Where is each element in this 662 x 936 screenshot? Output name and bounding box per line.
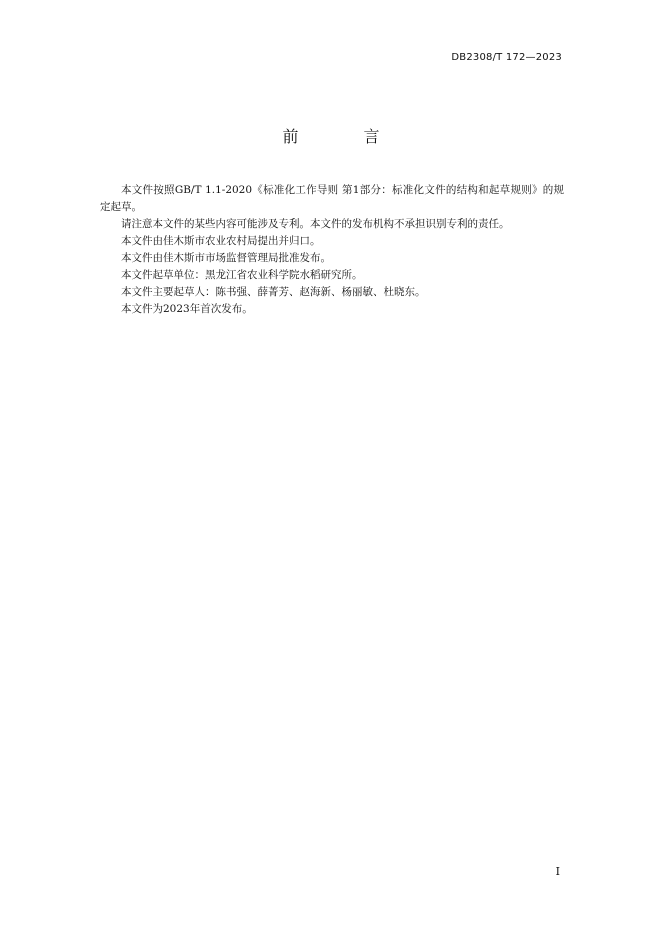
paragraph-patent-notice: 请注意本文件的某些内容可能涉及专利。本文件的发布机构不承担识别专利的责任。 [121, 218, 510, 230]
paragraph-drafting-rules: 本文件按照GB/T 1.1-2020《标准化工作导则 第1部分：标准化文件的结构和起草规则》的规定起草。 [100, 184, 564, 213]
paragraph-drafting-unit: 本文件起草单位：黑龙江省农业科学院水稻研究所。 [121, 269, 363, 281]
paragraph-approver: 本文件由佳木斯市市场监督管理局批准发布。 [121, 252, 331, 264]
paragraph-first-release: 本文件为2023年首次发布。 [121, 303, 253, 315]
paragraph-drafters: 本文件主要起草人：陈书强、薛菁芳、赵海新、杨丽敏、杜晓东。 [121, 286, 426, 298]
page-number: I [555, 865, 560, 878]
foreword-body [100, 182, 564, 318]
page-title: 前 言 [282, 127, 410, 146]
paragraph-proposer: 本文件由佳木斯市农业农村局提出并归口。 [121, 235, 321, 247]
document-code: DB2308/T 172—2023 [451, 52, 562, 63]
